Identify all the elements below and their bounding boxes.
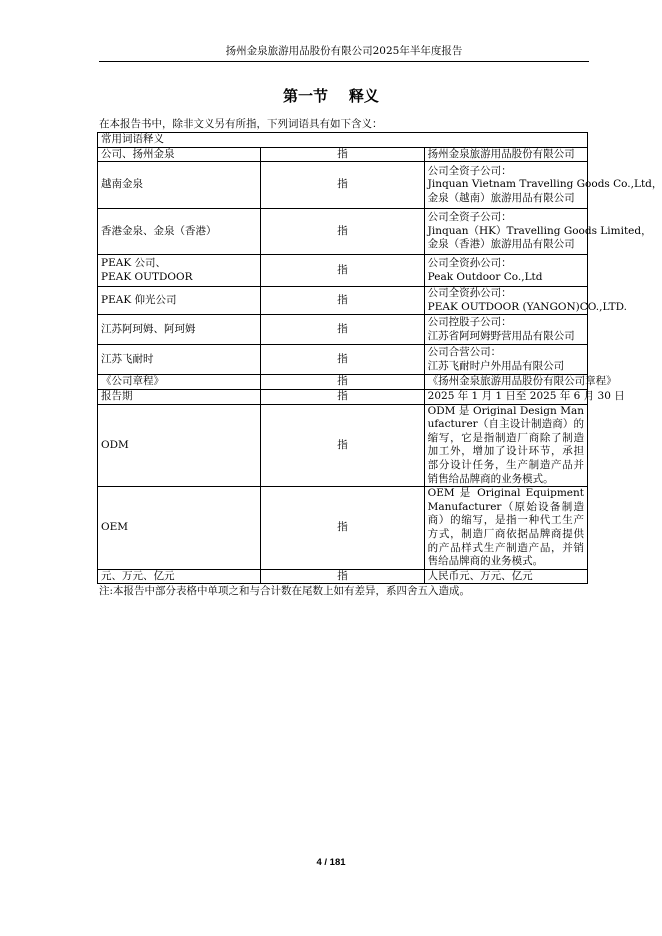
definition-cell	[424, 162, 662, 209]
term-line: ODM	[101, 438, 129, 451]
definition-cell	[424, 315, 587, 345]
ref-cell: 指	[261, 375, 424, 390]
ref-cell: 指	[261, 389, 424, 404]
header-divider	[99, 61, 589, 62]
definition-line: 江苏省阿珂姆野营用品有限公司	[427, 329, 575, 342]
definition-line: 人民币元、万元、亿元	[427, 569, 533, 582]
definition-cell	[424, 287, 627, 315]
definition-line: 金泉（越南）旅游用品有限公司	[427, 191, 575, 204]
ref-cell: 指	[261, 404, 424, 487]
term-cell	[98, 147, 261, 162]
ref-cell: 指	[261, 255, 424, 287]
footnote: 注:本报告中部分表格中单项之和与合计数在尾数上如有差异，系四舍五入造成。	[99, 585, 471, 597]
definitions-table	[97, 132, 662, 584]
term-cell	[98, 487, 261, 570]
term-cell	[98, 255, 261, 287]
table-row	[98, 375, 588, 390]
ref-cell: 指	[261, 162, 424, 209]
definition-line: 公司全资孙公司：	[427, 287, 512, 300]
definition-line: Peak Outdoor Co.,Ltd	[427, 270, 543, 283]
term-line: 江苏飞耐时	[101, 353, 154, 366]
page-number: 4 / 181	[316, 857, 346, 868]
definition-line: 公司合营公司：	[427, 346, 502, 359]
term-cell	[98, 345, 261, 375]
definition-line: Jinquan Vietnam Travelling Goods Co.,Ltd，	[427, 178, 662, 191]
ref-cell: 指	[261, 345, 424, 375]
table-row	[98, 287, 588, 315]
definition-line: 公司全资子公司：	[427, 164, 512, 177]
term-cell	[98, 287, 261, 315]
definition-cell	[424, 255, 587, 287]
term-cell	[98, 162, 261, 209]
ref-cell: 指	[261, 487, 424, 570]
term-cell	[98, 375, 261, 390]
term-line: 报告期	[101, 389, 133, 402]
table-row	[98, 255, 588, 287]
table-row	[98, 569, 588, 584]
definition-cell	[424, 345, 587, 375]
ref-cell: 指	[261, 147, 424, 162]
table-heading: 常用词语释义	[98, 133, 588, 148]
definition-cell	[424, 147, 587, 162]
term-cell	[98, 569, 261, 584]
definition-cell	[424, 569, 587, 584]
term-cell	[98, 404, 261, 487]
intro-text: 在本报告书中，除非文义另有所指，下列词语具有如下含义：	[99, 118, 383, 130]
ref-cell: 指	[261, 569, 424, 584]
table-row	[98, 404, 588, 487]
section-title: 第一节 释义	[283, 87, 379, 105]
table-row	[98, 345, 588, 375]
definition-line: 2025 年 1 月 1 日至 2025 年 6 月 30 日	[427, 389, 625, 402]
definition-cell: OEM 是 Original Equipment Manufacturer（原始设备制造商）的缩写，是指一种代工生产方式，制造厂商依据品牌商提供的产品样式生产制造产品，并销售给品牌商的业务模式。	[424, 487, 587, 570]
table-heading-row	[98, 133, 588, 148]
definition-line: 公司全资孙公司：	[427, 257, 512, 270]
term-line: 香港金泉、金泉（香港）	[101, 224, 217, 237]
term-line: 《公司章程》	[101, 375, 164, 388]
term-line: 越南金泉	[101, 178, 143, 191]
definition-cell	[424, 389, 625, 404]
table-row	[98, 147, 588, 162]
ref-cell: 指	[261, 287, 424, 315]
definition-line: 《扬州金泉旅游用品股份有限公司章程》	[427, 375, 617, 388]
definition-cell	[424, 209, 652, 255]
ref-cell: 指	[261, 315, 424, 345]
term-cell	[98, 315, 261, 345]
table-row	[98, 209, 588, 255]
definition-line: Jinquan（HK）Travelling Goods Limited，	[427, 224, 652, 237]
definition-line: 公司控股子公司：	[427, 316, 512, 329]
term-line: PEAK 仰光公司	[101, 293, 177, 306]
term-line: PEAK OUTDOOR	[101, 270, 193, 283]
term-line: 公司、扬州金泉	[101, 147, 175, 160]
term-cell	[98, 389, 261, 404]
table-row	[98, 162, 588, 209]
definition-line: 江苏飞耐时户外用品有限公司	[427, 359, 565, 372]
table-row	[98, 389, 588, 404]
definition-cell	[424, 375, 617, 390]
page-header: 扬州金泉旅游用品股份有限公司2025年半年度报告	[225, 45, 463, 57]
definition-line: 公司全资子公司：	[427, 211, 512, 224]
ref-cell: 指	[261, 209, 424, 255]
term-line: 江苏阿珂姆、阿珂姆	[101, 323, 196, 336]
definition-line: 扬州金泉旅游用品股份有限公司	[427, 147, 575, 160]
definition-cell: ODM 是 Original Design Manufacturer（自主设计制造商）的缩写，它是指制造厂商除了制造加工外，增加了设计环节，承担部分设计任务，生产制造产品并销售给品牌商的业务模式。	[424, 404, 587, 487]
table-row	[98, 315, 588, 345]
definition-line: 金泉（香港）旅游用品有限公司	[427, 238, 575, 251]
definition-line: PEAK OUTDOOR (YANGON)CO.,LTD.	[427, 300, 627, 313]
term-line: OEM	[101, 521, 129, 534]
term-cell	[98, 209, 261, 255]
term-line: PEAK 公司、	[101, 257, 166, 270]
table-row	[98, 487, 588, 570]
term-line: 元、万元、亿元	[101, 569, 175, 582]
